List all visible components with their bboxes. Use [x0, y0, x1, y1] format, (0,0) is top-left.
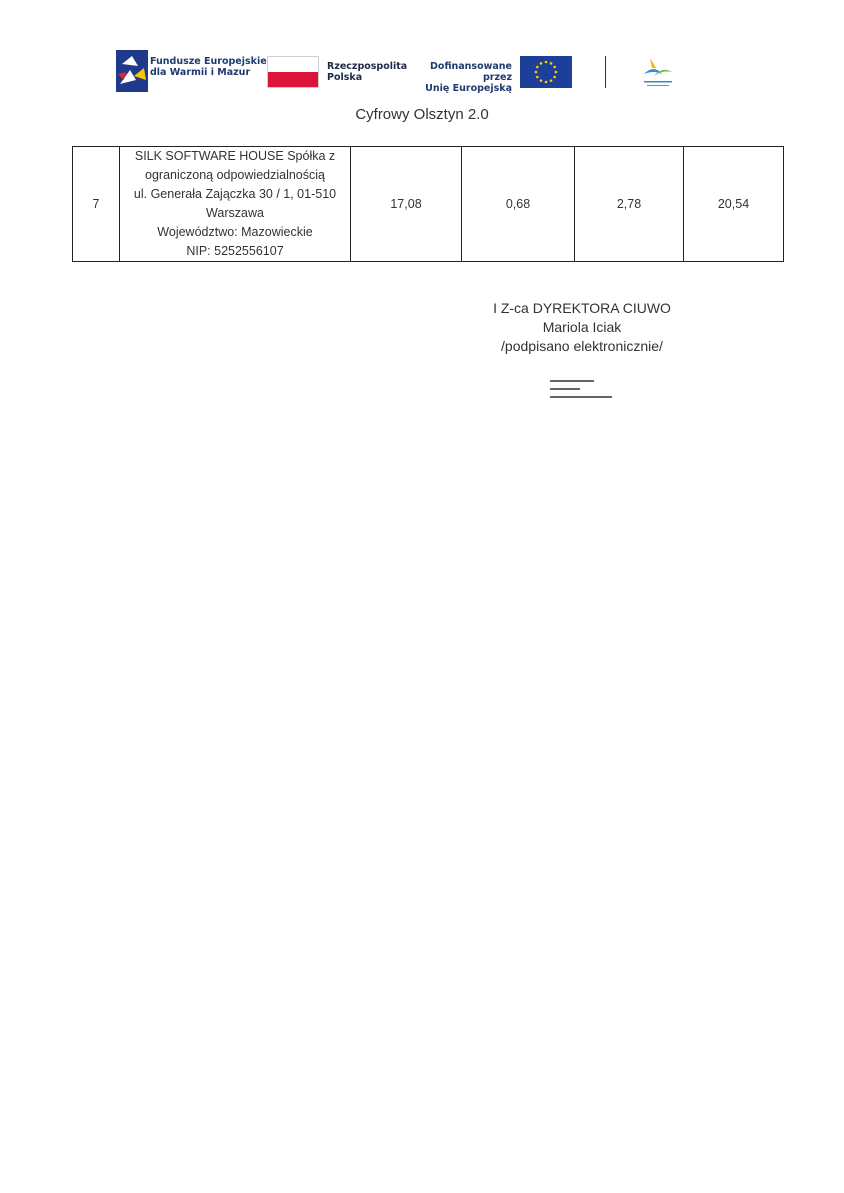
signature-note: /podpisano elektronicznie/: [501, 338, 663, 354]
value-cell-1: 17,08: [351, 147, 462, 262]
value-cell-2: 0,68: [462, 147, 575, 262]
warmia-mazury-logo-icon: [640, 54, 676, 90]
signature-block: [482, 299, 682, 356]
poland-flag-icon: [267, 56, 319, 88]
contractor-voivodeship-line: Województwo: Mazowieckie: [157, 225, 313, 239]
document-subtitle: Cyfrowy Olsztyn 2.0: [355, 106, 489, 123]
row-number-cell: 7: [73, 147, 120, 262]
eu-star-icon: [545, 61, 548, 64]
value-cell-4: 20,54: [684, 147, 784, 262]
value-cell-3: 2,78: [575, 147, 684, 262]
contractor-address-line: ul. Generała Zajączka 30 / 1, 01-510: [133, 187, 337, 201]
contractor-name-line: SILK SOFTWARE HOUSE Spółka z: [134, 149, 336, 163]
eu-star-icon: [553, 76, 556, 79]
eu-star-icon: [545, 81, 548, 84]
eu-star-icon: [550, 79, 553, 82]
contractor-city-line: Warszawa: [206, 206, 264, 220]
eu-star-icon: [536, 66, 539, 69]
eu-flag-icon: [520, 56, 572, 88]
contractor-name-line: ograniczoną odpowiedzialnością: [145, 168, 325, 182]
eu-star-icon: [540, 79, 543, 82]
electronic-signature-stamp: [550, 380, 620, 404]
rzeczpospolita-label: Rzeczpospolita Polska: [327, 61, 408, 83]
table-row: [73, 147, 784, 262]
eu-star-icon: [536, 76, 539, 79]
eu-star-icon: [555, 71, 558, 74]
fundusze-europejskie-logo-icon: [116, 50, 148, 92]
signatory-title: I Z-ca DYREKTORA CIUWO: [493, 300, 671, 316]
contractor-name-cell: [120, 147, 351, 262]
eu-star-icon: [550, 62, 553, 65]
contractor-table: [72, 146, 784, 262]
signatory-name: Mariola Iciak: [542, 319, 622, 335]
fundusze-europejskie-label: Fundusze Europejskie dla Warmii i Mazur: [150, 56, 267, 78]
dofinansowane-label: Dofinansowane przez Unię Europejską: [425, 61, 512, 94]
logo-divider: [605, 56, 606, 88]
eu-star-icon: [540, 62, 543, 65]
contractor-nip-line: NIP: 5252556107: [186, 244, 284, 258]
logo-bar: [0, 44, 844, 96]
eu-star-icon: [535, 71, 538, 74]
eu-star-icon: [553, 66, 556, 69]
